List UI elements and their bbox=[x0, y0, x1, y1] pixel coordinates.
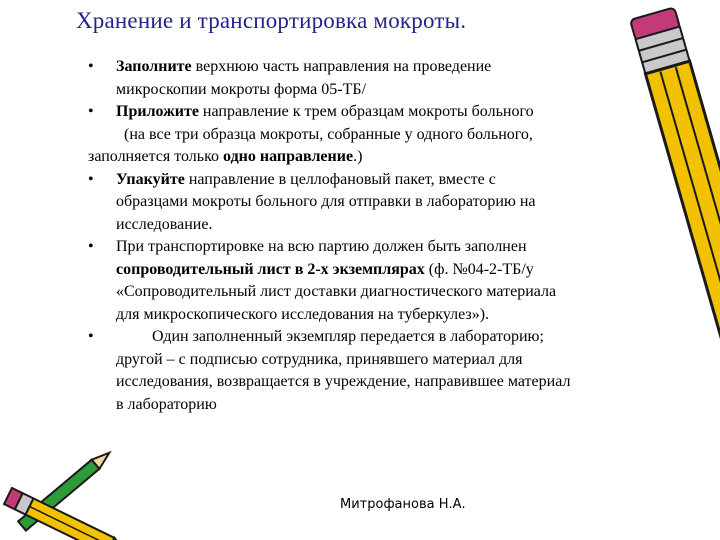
item-text: При транспортировке на всю партию должен быть заполнен bbox=[116, 238, 527, 255]
item-text: исследование. bbox=[116, 215, 213, 233]
bullet-marker: • bbox=[88, 328, 94, 345]
slide-title: Хранение и транспортировка мокроты. bbox=[76, 8, 467, 33]
item-text: другой – с подписью сотрудника, принявшего материал для bbox=[116, 350, 523, 368]
bullet-marker: • bbox=[88, 170, 94, 188]
pencil-icon bbox=[588, 0, 720, 440]
item-text: для микроскопического исследования на туберкулез»). bbox=[116, 305, 490, 323]
item-text: образцами мокроты больного для отправки в лабораторию на bbox=[116, 193, 536, 210]
item-text: в лабораторию bbox=[116, 395, 217, 413]
item-text: микроскопии мокроты форма 05-ТБ/ bbox=[116, 80, 367, 98]
item-text: (ф. №04-2-ТБ/у bbox=[424, 260, 534, 278]
item-text: верхнюю часть направления на проведение bbox=[191, 58, 492, 75]
item-keyword: Приложите bbox=[116, 103, 199, 120]
pencils-cluster bbox=[0, 434, 150, 540]
item-keyword: одно направление bbox=[223, 148, 354, 165]
item-text: заполняется только bbox=[88, 148, 224, 165]
item-text: направление в целлофановый пакет, вместе с bbox=[184, 170, 496, 188]
item-text: .) bbox=[353, 148, 363, 165]
bullet-marker: • bbox=[88, 238, 94, 255]
bullet-marker: • bbox=[88, 103, 94, 120]
item-text: Один заполненный экземпляр передается в лабораторию; bbox=[152, 328, 544, 345]
item-keyword: Упакуйте bbox=[116, 170, 185, 188]
item-text: (на все три образца мокроты, собранные у одного больного, bbox=[124, 125, 533, 143]
bullet-marker: • bbox=[88, 58, 94, 75]
item-text: исследования, возвращается в учреждение, направившее материал bbox=[116, 373, 571, 390]
item-keyword: сопроводительный лист в 2-х экземплярах bbox=[116, 260, 425, 278]
item-text: направление к трем образцам мокроты больного bbox=[198, 103, 534, 120]
item-text: «Сопроводительный лист доставки диагностического материала bbox=[116, 283, 557, 300]
item-keyword: Заполните bbox=[116, 58, 192, 75]
author-footer: Митрофанова Н.А. bbox=[340, 497, 466, 512]
